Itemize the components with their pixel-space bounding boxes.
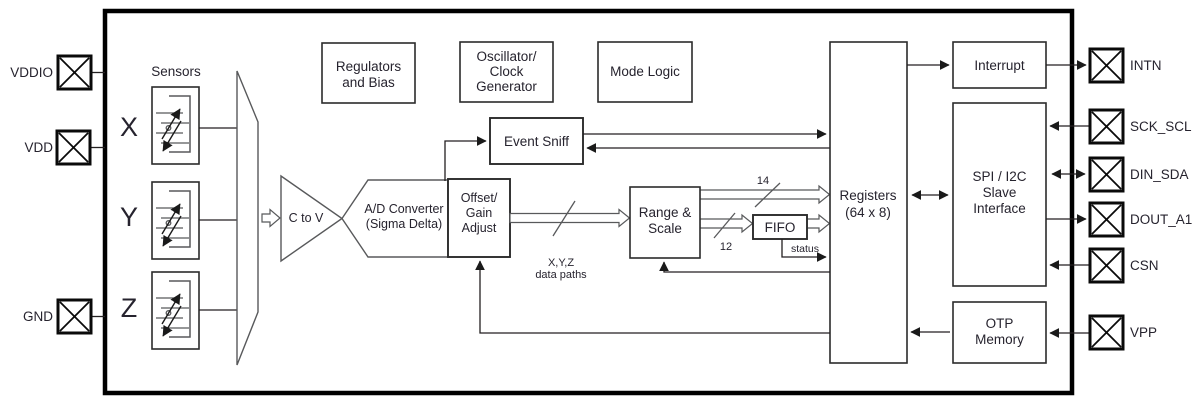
event-sniff-label: Event Sniff <box>503 134 570 149</box>
sensors-title: Sensors <box>151 64 201 79</box>
pin-label-csn: CSN <box>1130 258 1159 273</box>
otp-label-line1: OTP <box>985 316 1014 331</box>
axis-label-x: X <box>119 112 139 142</box>
pin-square-vdd <box>57 131 90 164</box>
c-to-v-label: C to V <box>288 211 324 225</box>
sensor-x-symbol <box>152 87 199 164</box>
range-label-line2: Scale <box>648 221 682 236</box>
pin-gnd <box>23 300 105 333</box>
oscillator-label-line3: Generator <box>476 79 537 94</box>
registers-label-line1: Registers <box>839 188 897 203</box>
range-label-line1: Range & <box>638 205 692 220</box>
mode-logic-label: Mode Logic <box>610 64 680 79</box>
registers-label-line2: (64 x 8) <box>845 205 891 220</box>
adc-label-line2: (Sigma Delta) <box>365 217 443 231</box>
interrupt-label: Interrupt <box>974 58 1025 73</box>
pin-label-vdd: VDD <box>24 140 53 155</box>
pin-label-gnd: GND <box>23 309 53 324</box>
pin-label-intn: INTN <box>1130 58 1162 73</box>
regulators-label-line2: and Bias <box>342 75 395 90</box>
pin-vddio <box>10 56 105 89</box>
offset-label-line1: Offset/ <box>460 191 498 205</box>
pin-square-intn <box>1090 49 1123 82</box>
datapath-label-line2: data paths <box>535 269 587 281</box>
spi-label-line2: Slave <box>982 185 1017 200</box>
pin-label-vpp: VPP <box>1130 325 1158 340</box>
pin-square-vddio <box>58 56 91 89</box>
pin-square-csn <box>1090 249 1123 282</box>
pin-square-din-sda <box>1090 158 1123 191</box>
pin-square-sck-scl <box>1090 110 1123 143</box>
fifo-label: FIFO <box>764 220 796 235</box>
oscillator-label-line2: Clock <box>489 64 524 79</box>
pin-intn <box>1090 49 1162 82</box>
pin-square-gnd <box>58 300 91 333</box>
sensor-z-symbol <box>152 272 199 349</box>
pin-label-sck-scl: SCK_SCL <box>1130 119 1192 134</box>
oscillator-label-line1: Oscillator/ <box>476 49 537 64</box>
pin-vdd <box>24 131 105 164</box>
sensor-y-symbol <box>152 182 199 259</box>
axis-label-y: Y <box>119 202 139 232</box>
axis-label-z: Z <box>120 293 138 323</box>
otp-label-line2: Memory <box>975 332 1024 347</box>
spi-label-line1: SPI / I2C <box>972 169 1027 184</box>
pin-label-vddio: VDDIO <box>10 65 53 80</box>
pin-square-dout-a1 <box>1090 203 1123 236</box>
datapath-label-line1: X,Y,Z <box>547 257 575 269</box>
spi-label-line3: Interface <box>973 201 1026 216</box>
pin-square-vpp <box>1090 316 1123 349</box>
pin-label-din-sda: DIN_SDA <box>1130 167 1189 182</box>
bus-width-14-label: 14 <box>756 175 770 187</box>
pin-label-dout-a1: DOUT_A1 <box>1130 212 1193 227</box>
offset-label-line3: Adjust <box>461 221 497 235</box>
regulators-label-line1: Regulators <box>335 59 402 74</box>
bus-width-12-label: 12 <box>719 241 733 253</box>
adc-label-line1: A/D Converter <box>364 202 444 216</box>
offset-label-line2: Gain <box>465 206 493 220</box>
fifo-status-label: status <box>790 243 819 255</box>
mux-shape <box>237 71 258 365</box>
